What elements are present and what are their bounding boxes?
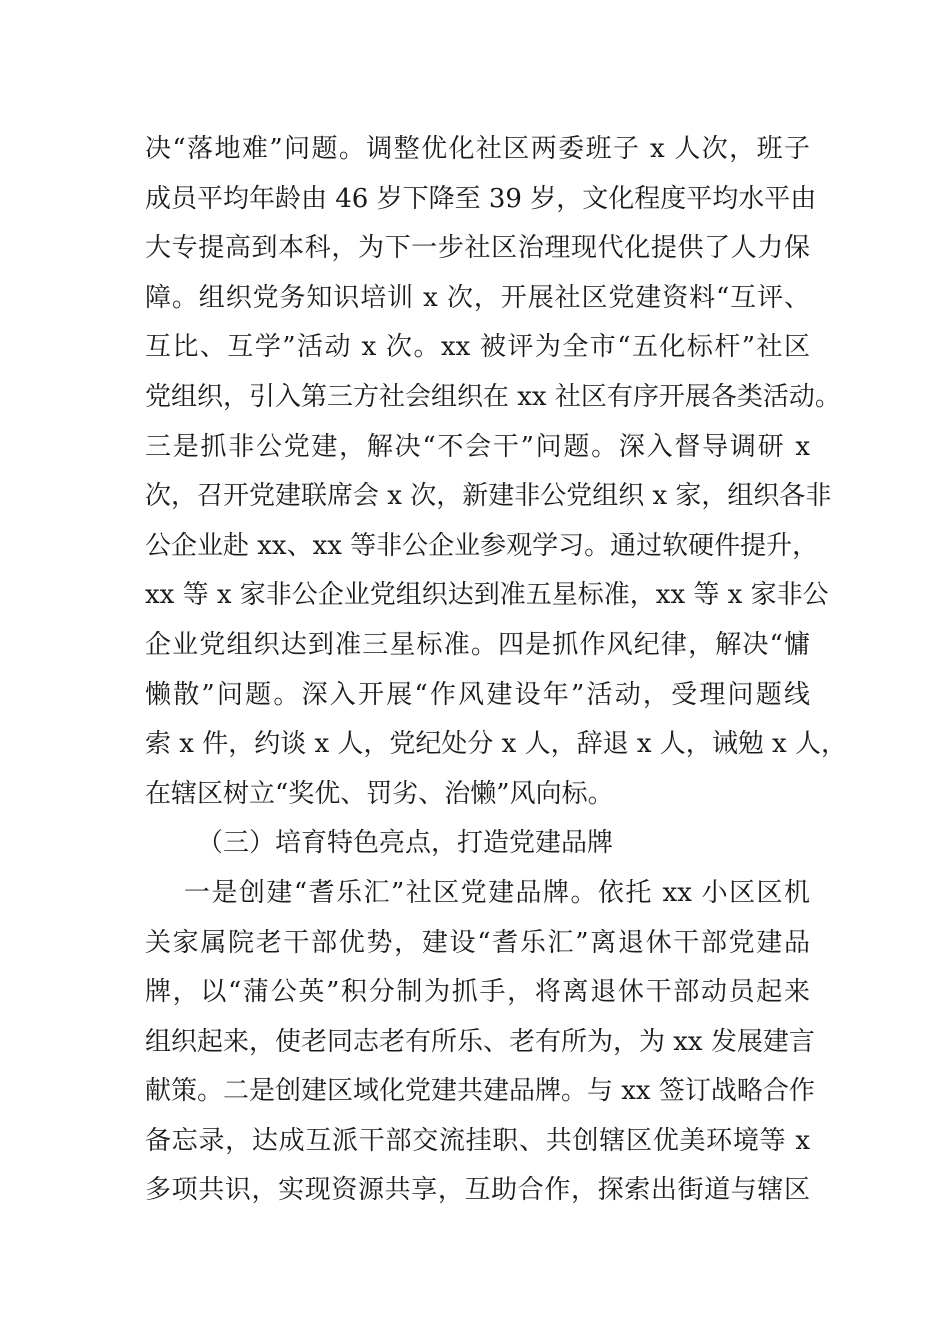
- text-line: 互比、互学”活动 x 次。xx 被评为全市“五化标杆”社区: [145, 332, 810, 363]
- text-line: 障。组织党务知识培训 x 次，开展社区党建资料“互评、: [145, 282, 810, 313]
- text-line: 次，召开党建联席会 x 次，新建非公党组织 x 家，组织各非: [145, 481, 832, 512]
- text-line: 决“落地难”问题。调整优化社区两委班子 x 人次，班子: [145, 134, 810, 164]
- section-heading: （三）培育特色亮点，打造党建品牌: [197, 828, 614, 859]
- text-line: 索 x 件，约谈 x 人，党纪处分 x 人，辞退 x 人，诫勉 x 人，: [145, 729, 847, 760]
- text-line: 大专提高到本科，为下一步社区治理现代化提供了人力保: [145, 233, 810, 264]
- text-line: 公企业赴 xx、xx 等非公企业参观学习。通过软硬件提升，: [145, 530, 819, 561]
- text-line: 备忘录，达成互派干部交流挂职、共创辖区优美环境等 x: [145, 1125, 810, 1156]
- text-line: 在辖区树立“奖优、罚劣、治懒”风向标。: [145, 778, 614, 809]
- text-line: 组织起来，使老同志老有所乐、老有所为，为 xx 发展建言: [145, 1026, 815, 1057]
- text-line: 一是创建“耆乐汇”社区党建品牌。依托 xx 小区区机: [184, 877, 810, 908]
- text-line: 献策。二是创建区域化党建共建品牌。与 xx 签订战略合作: [145, 1076, 815, 1107]
- text-line: 企业党组织达到准三星标准。四是抓作风纪律，解决“慵: [145, 629, 810, 660]
- body-text: [145, 125, 847, 1216]
- text-line: 懒散”问题。深入开展“作风建设年”活动，受理问题线: [145, 679, 810, 710]
- text-line: 成员平均年龄由 46 岁下降至 39 岁，文化程度平均水平由: [145, 183, 817, 214]
- text-line: xx 等 x 家非公企业党组织达到准五星标准，xx 等 x 家非公: [145, 580, 829, 611]
- text-line: 多项共识，实现资源共享，互助合作，探索出街道与辖区: [145, 1175, 810, 1206]
- text-line: 牌，以“蒲公英”积分制为抓手，将离退休干部动员起来: [145, 977, 810, 1008]
- text-line: 党组织，引入第三方社会组织在 xx 社区有序开展各类活动。: [145, 381, 841, 412]
- text-line: 三是抓非公党建，解决“不会干”问题。深入督导调研 x: [145, 431, 810, 462]
- text-line: 关家属院老干部优势，建设“耆乐汇”离退休干部党建品: [145, 927, 810, 958]
